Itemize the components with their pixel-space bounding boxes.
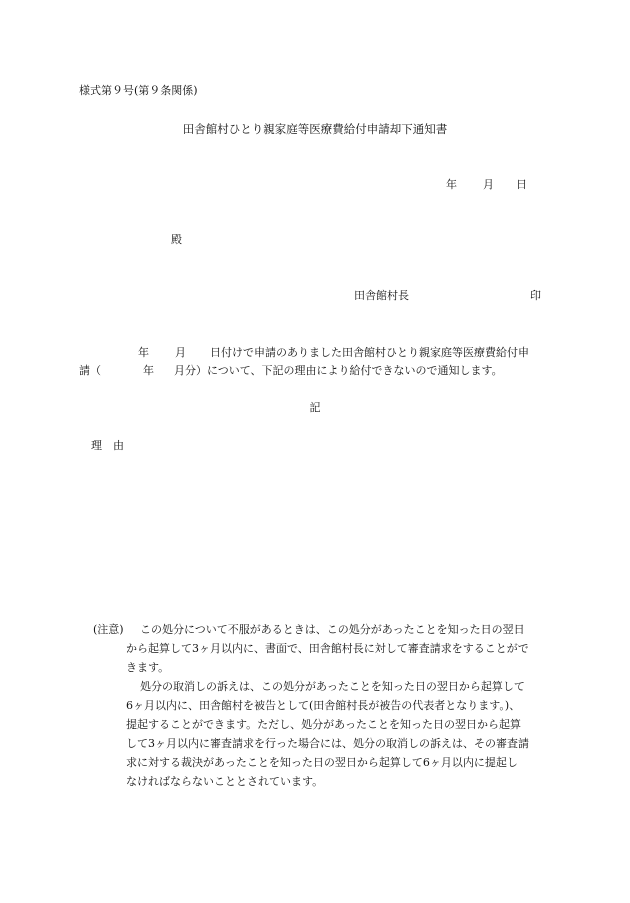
note-line: して3ヶ月以内に審査請求を行った場合には、処分の取消しの訴えは、その審査請 bbox=[126, 737, 529, 750]
note-line: きます。 bbox=[126, 661, 170, 674]
date-year: 年 bbox=[446, 178, 457, 191]
note-line: 処分の取消しの訴えは、この処分があったことを知った日の翌日から起算して bbox=[140, 680, 525, 693]
body-line-2 bbox=[79, 362, 503, 378]
date-month: 月 bbox=[483, 178, 494, 191]
date-day: 日 bbox=[516, 178, 527, 191]
date-line bbox=[446, 176, 527, 192]
body-month: 月 bbox=[175, 346, 186, 359]
body-text-2: 月分）について、下記の理由により給付できないので通知します。 bbox=[174, 364, 503, 377]
ki-heading: 記 bbox=[309, 401, 321, 414]
reason-label: 理 由 bbox=[91, 439, 124, 452]
body-year: 年 bbox=[138, 346, 149, 359]
addressee-suffix: 殿 bbox=[171, 233, 182, 246]
note-line: 求に対する裁決があったことを知った日の翌日から起算して6ヶ月以内に提起し bbox=[126, 756, 518, 769]
document-title: 田舎館村ひとり親家庭等医療費給付申請却下通知書 bbox=[182, 122, 448, 136]
body-text-1: 日付けで申請のありました田舎館村ひとり親家庭等医療費給付申 bbox=[210, 346, 529, 359]
body-text-2-start: 請（ bbox=[79, 364, 101, 377]
body-line-1 bbox=[138, 344, 529, 360]
note-line: 6ヶ月以内に、田舎館村を被告として(田舎館村長が被告の代表者となります。)、 bbox=[126, 699, 521, 712]
body-year-2: 年 bbox=[143, 364, 154, 377]
note-line: なければならないこととされています。 bbox=[126, 775, 324, 788]
form-number: 様式第９号(第９条関係) bbox=[79, 84, 198, 97]
seal-mark: 印 bbox=[530, 289, 541, 302]
note-line: 提起することができます。ただし、処分があったことを知った日の翌日から起算 bbox=[126, 718, 522, 731]
note-line: この処分について不服があるときは、この処分があったことを知った日の翌日 bbox=[140, 623, 525, 636]
note-line: から起算して3ヶ月以内に、書面で、田舎館村長に対して審査請求をすることがで bbox=[126, 642, 529, 655]
issuer-name: 田舎館村長 bbox=[354, 289, 409, 302]
note-label: (注意) bbox=[93, 623, 124, 636]
